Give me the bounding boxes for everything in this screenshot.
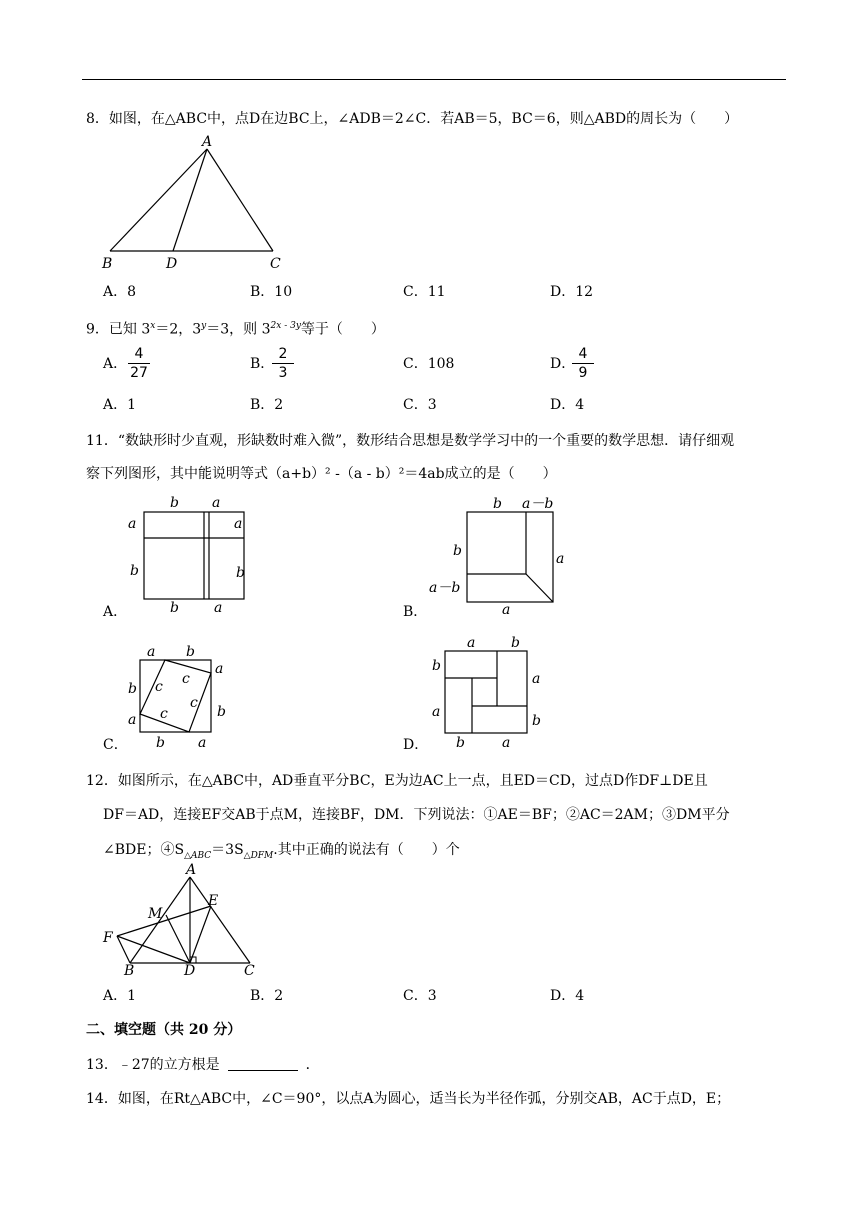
q13-stem bbox=[86, 1056, 320, 1074]
q12-sub-dfm: △DFM bbox=[243, 850, 274, 861]
q9-sup-y: y bbox=[201, 321, 207, 331]
q11c-c3: c bbox=[190, 695, 198, 711]
q11a-bot-a: a bbox=[214, 600, 223, 616]
q8-label-d: D bbox=[166, 256, 178, 272]
q9-option-c: C．108 bbox=[403, 356, 455, 372]
q9-option-a-label: A． bbox=[103, 356, 128, 372]
q9-sup-exp: 2x - 3y bbox=[270, 321, 301, 331]
q9-option-d-label: D． bbox=[550, 356, 576, 372]
q11c-c4: c bbox=[160, 706, 168, 722]
q8-label-c: C bbox=[270, 256, 281, 272]
q11a-left-a: a bbox=[128, 516, 137, 532]
q9-option-a-fraction bbox=[128, 345, 150, 382]
q12-label-m: M bbox=[148, 906, 163, 922]
q11d-right-b: b bbox=[532, 713, 541, 729]
q9-mid2: ＝3，则 3 bbox=[206, 321, 271, 338]
q10-option-c: C．3 bbox=[403, 397, 437, 413]
q11d-right-a: a bbox=[532, 671, 541, 687]
q12-option-a: A．1 bbox=[103, 988, 137, 1004]
q12-label-b: B bbox=[124, 963, 135, 979]
q9-stem-pre: 9．已知 3 bbox=[86, 321, 151, 338]
q13-stem-pre: 13．﹣27的立方根是 bbox=[86, 1057, 220, 1073]
q9-a-numerator: 4 bbox=[128, 345, 150, 364]
q9-d-denominator: 9 bbox=[578, 365, 588, 381]
q12-line3-pre: ∠BDE；④S bbox=[103, 842, 185, 858]
q12-line2: DF＝AD，连接EF交AB于点M，连接BF，DM．下列说法：①AE＝BF；②AC＝2AM；③DM平分 bbox=[103, 807, 730, 823]
q12-option-c: C．3 bbox=[403, 988, 437, 1004]
q12-triangle-figure bbox=[100, 862, 270, 977]
q9-mid1: ＝2，3 bbox=[155, 321, 202, 338]
q9-option-d-fraction bbox=[572, 345, 594, 382]
q11c-c2: c bbox=[182, 671, 190, 687]
q11-option-c: C． bbox=[103, 737, 128, 753]
q11c-right-b: b bbox=[217, 704, 226, 720]
q9-stem-post: 等于（ ） bbox=[300, 321, 385, 338]
q11d-bot-a: a bbox=[502, 735, 511, 751]
q8-option-b: B．10 bbox=[250, 284, 293, 300]
q12-label-f: F bbox=[103, 930, 113, 946]
q12-label-e: E bbox=[208, 893, 219, 909]
q13-stem-post: ． bbox=[305, 1057, 320, 1073]
q11a-right-b: b bbox=[236, 565, 245, 581]
q10-option-a: A．1 bbox=[103, 397, 137, 413]
q14-line1: 14．如图，在Rt△ABC中，∠C＝90°，以点A为圆心，适当长为半径作弧，分别交AB，AC于点D，E； bbox=[86, 1091, 731, 1107]
q11-option-a: A． bbox=[103, 604, 128, 620]
q11-option-b: B． bbox=[403, 604, 428, 620]
q11d-top-b: b bbox=[511, 635, 520, 651]
q12-line3-mid: ＝3S bbox=[211, 842, 244, 858]
q11-figure-a bbox=[120, 492, 280, 616]
q11c-left-a: a bbox=[128, 712, 137, 728]
q8-option-a: A．8 bbox=[103, 284, 137, 300]
q11a-bot-b: b bbox=[170, 600, 179, 616]
q11-figure-b bbox=[425, 492, 585, 618]
q9-stem bbox=[86, 317, 385, 339]
q11c-right-a: a bbox=[215, 661, 224, 677]
q11-figure-d bbox=[425, 636, 565, 751]
q11d-bot-b: b bbox=[456, 735, 465, 751]
q11c-top-b: b bbox=[186, 644, 195, 660]
section-2-heading: 二、填空题（共 20 分） bbox=[86, 1022, 242, 1038]
q11c-bot-b: b bbox=[156, 735, 165, 751]
q12-sub-abc: △ABC bbox=[184, 850, 212, 861]
q12-line3-post: .其中正确的说法有（ ）个 bbox=[273, 842, 460, 858]
q11b-right-a: a bbox=[556, 551, 565, 567]
q10-option-b: B．2 bbox=[250, 397, 284, 413]
q8-stem: 8．如图，在△ABC中，点D在边BC上，∠ADB＝2∠C．若AB＝5，BC＝6，则△ABD的周长为（ ） bbox=[86, 111, 739, 127]
q11b-left-amb: a－b bbox=[429, 580, 461, 596]
q11c-c1: c bbox=[155, 679, 163, 695]
q11a-right-a: a bbox=[234, 516, 243, 532]
q10-option-d: D．4 bbox=[550, 397, 585, 413]
q11a-top-b: b bbox=[170, 495, 179, 511]
q8-option-d: D．12 bbox=[550, 284, 594, 300]
q9-b-numerator: 2 bbox=[272, 345, 294, 364]
q12-label-a: A bbox=[186, 862, 197, 878]
q11b-bot-a: a bbox=[502, 602, 511, 618]
q11b-top-b: b bbox=[493, 496, 502, 512]
q8-option-c: C．11 bbox=[403, 284, 446, 300]
q9-b-denominator: 3 bbox=[278, 365, 288, 381]
q8-label-a: A bbox=[202, 134, 213, 150]
q8-triangle-figure bbox=[100, 134, 300, 272]
q11c-bot-a: a bbox=[198, 735, 207, 751]
q9-d-numerator: 4 bbox=[572, 345, 594, 364]
q12-label-d: D bbox=[184, 963, 196, 979]
q11c-top-a: a bbox=[147, 644, 156, 660]
q9-option-b-fraction bbox=[272, 345, 294, 382]
q11-line2: 察下列图形，其中能说明等式（a+b）² -（a - b）²＝4ab成立的是（ ） bbox=[86, 466, 557, 482]
q11a-left-b: b bbox=[130, 563, 139, 579]
q11-option-d: D． bbox=[403, 737, 429, 753]
q11a-top-a: a bbox=[212, 495, 221, 511]
q11d-left-a: a bbox=[432, 704, 441, 720]
header-rule bbox=[82, 79, 786, 80]
q11d-left-b: b bbox=[432, 658, 441, 674]
q12-option-b: B．2 bbox=[250, 988, 284, 1004]
q8-label-b: B bbox=[102, 256, 113, 272]
q12-line1: 12．如图所示，在△ABC中，AD垂直平分BC，E为边AC上一点，且ED＝CD，过点D作DF⊥DE且 bbox=[86, 773, 708, 789]
q11-line1: 11．“数缺形时少直观，形缺数时难入微”，数形结合思想是数学学习中的一个重要的数学思想．请仔细观 bbox=[86, 433, 735, 449]
q12-label-c: C bbox=[244, 963, 255, 979]
q11c-left-b: b bbox=[128, 681, 137, 697]
q11-figure-c bbox=[120, 640, 250, 750]
q13-answer-blank[interactable] bbox=[228, 1056, 298, 1071]
q9-sup-x: x bbox=[150, 321, 156, 331]
q11d-top-a: a bbox=[467, 635, 476, 651]
q9-a-denominator: 27 bbox=[130, 365, 148, 381]
q11b-left-b: b bbox=[453, 543, 462, 559]
q9-option-b-label: B． bbox=[250, 356, 275, 372]
q12-option-d: D．4 bbox=[550, 988, 585, 1004]
q11b-top-amb: a－b bbox=[522, 496, 554, 512]
